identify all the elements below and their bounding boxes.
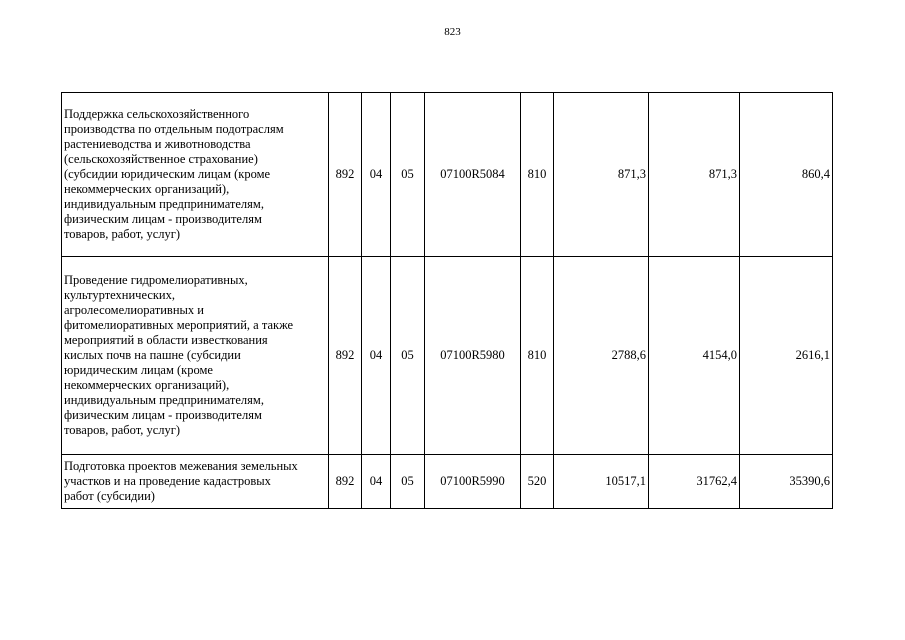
subsection-code-cell: 05 [391, 257, 425, 455]
amount-year1-cell: 871,3 [554, 93, 649, 257]
table-row [62, 257, 833, 455]
ministry-code-cell: 892 [329, 257, 362, 455]
ministry-code-cell: 892 [329, 93, 362, 257]
expense-name-cell [62, 93, 329, 257]
page-number: 823 [444, 26, 461, 38]
table-row [62, 93, 833, 257]
expense-type-cell: 810 [521, 257, 554, 455]
expense-name-cell [62, 455, 329, 509]
section-code-cell: 04 [362, 257, 391, 455]
amount-year3-cell: 860,4 [740, 93, 833, 257]
amount-year2-cell: 4154,0 [649, 257, 740, 455]
expense-name: Проведение гидромелиоративных, культуртехнических, агролесомелиоративных и фитомелиоративных мероприятий, а также мероприятий в области известкования кислых почв на пашне (субсидии юридическим лицам (кроме некоммерческих организаций), индивидуальным предпринимателям, физическим лицам - производителям товаров, работ, услуг) [64, 273, 294, 437]
ministry-code-cell: 892 [329, 455, 362, 509]
amount-year1-cell: 2788,6 [554, 257, 649, 455]
subsection-code-cell: 05 [391, 455, 425, 509]
section-code-cell: 04 [362, 455, 391, 509]
subsection-code-cell: 05 [391, 93, 425, 257]
expense-type-cell: 520 [521, 455, 554, 509]
expense-name: Поддержка сельскохозяйственного производства по отдельным подотраслям растениеводства и животноводства (сельскохозяйственное страхование) (субсидии юридическим лицам (кроме некоммерческих организаций), индивидуальным предпринимателям, физическим лицам - производителям товаров, работ, услуг) [64, 107, 284, 241]
amount-year3-cell: 2616,1 [740, 257, 833, 455]
section-code-cell: 04 [362, 93, 391, 257]
target-article-cell: 07100R5084 [425, 93, 521, 257]
amount-year2-cell: 871,3 [649, 93, 740, 257]
target-article-cell: 07100R5980 [425, 257, 521, 455]
amount-year1-cell: 10517,1 [554, 455, 649, 509]
expense-name-cell [62, 257, 329, 455]
expense-name: Подготовка проектов межевания земельных участков и на проведение кадастровых работ (субсидии) [64, 459, 298, 503]
amount-year3-cell: 35390,6 [740, 455, 833, 509]
budget-table [61, 92, 833, 509]
expense-type-cell: 810 [521, 93, 554, 257]
target-article-cell: 07100R5990 [425, 455, 521, 509]
table-row [62, 455, 833, 509]
amount-year2-cell: 31762,4 [649, 455, 740, 509]
